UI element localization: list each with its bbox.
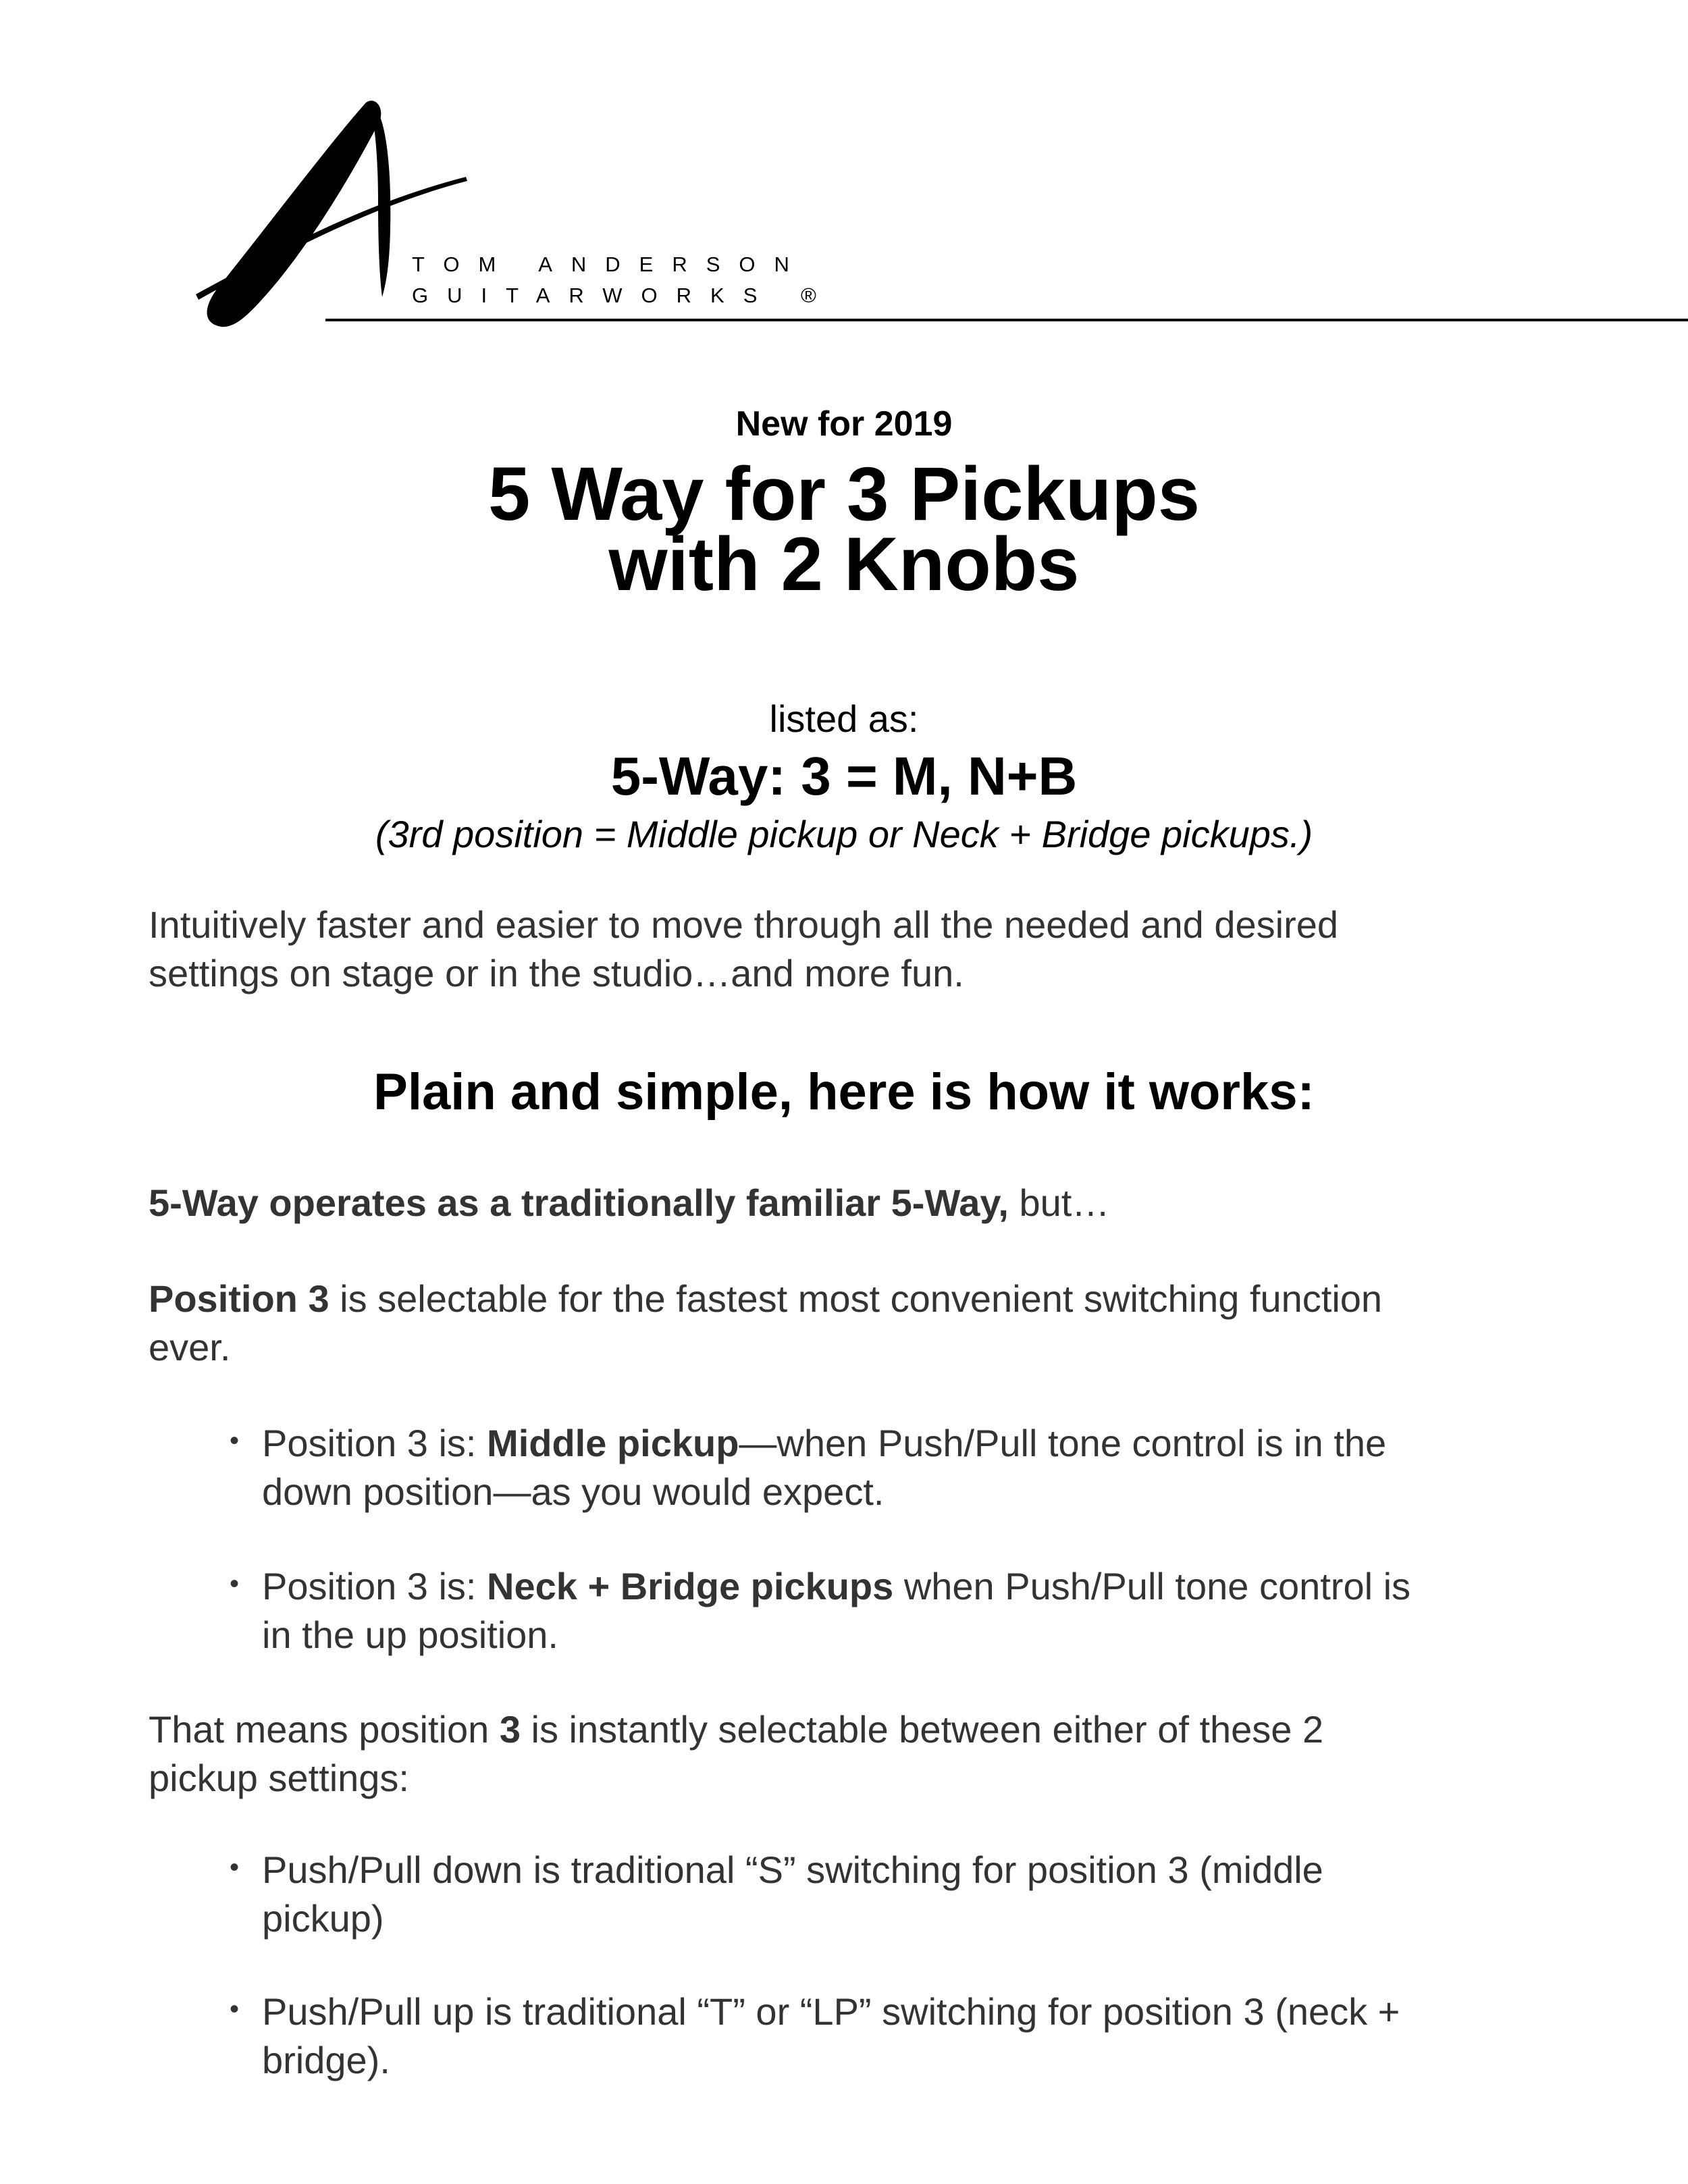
section-heading: Plain and simple, here is how it works: — [373, 1063, 1315, 1121]
position3-line2: ever. — [149, 1326, 231, 1368]
list-item-prefix: Position 3 is: — [262, 1422, 487, 1464]
switch-code: 5-Way: 3 = M, N+B — [610, 746, 1078, 806]
list-item-line1 — [262, 1419, 1580, 1468]
list-item-line1: Push/Pull up is traditional “T” or “LP” switching for position 3 (neck + — [262, 1990, 1400, 2033]
list-item-line2: in the up position. — [262, 1614, 558, 1656]
list-item — [230, 1846, 1580, 1943]
list-item-line1: Push/Pull down is traditional “S” switching for position 3 (middle — [262, 1848, 1323, 1891]
intro-line1: Intuitively faster and easier to move through all the needed and desired — [149, 903, 1339, 946]
list-item — [230, 1419, 1580, 1516]
list-item-prefix: Position 3 is: — [262, 1565, 487, 1607]
bullet-icon: • — [230, 1426, 240, 1456]
header-divider — [325, 319, 1688, 321]
position-note: (3rd position = Middle pickup or Neck + Bridge pickups.) — [375, 813, 1313, 855]
operates-paragraph — [149, 1179, 1580, 1227]
list-item-line2: bridge). — [262, 2039, 390, 2081]
position3-line1 — [149, 1275, 1580, 1323]
page-title-line2: with 2 Knobs — [608, 522, 1080, 606]
list-item-line1 — [262, 1562, 1580, 1611]
brand-name-line1: TOM ANDERSON — [412, 252, 808, 276]
list-item-line1-rest: —when Push/Pull tone control is in the — [739, 1422, 1387, 1464]
list-item-line2: pickup) — [262, 1897, 384, 1940]
bullet-icon: • — [230, 1853, 240, 1882]
position3-paragraph — [149, 1275, 1580, 1372]
page-title — [0, 452, 1688, 606]
bullet-icon: • — [230, 1569, 240, 1599]
page-title-line1: 5 Way for 3 Pickups — [488, 452, 1200, 536]
list-item-line2: down position—as you would expect. — [262, 1470, 885, 1513]
means-prefix: That means position — [149, 1708, 500, 1751]
intro-line2: settings on stage or in the studio…and more fun. — [149, 952, 964, 994]
list-item-line1-rest: when Push/Pull tone control is — [893, 1565, 1411, 1607]
list-item — [230, 1562, 1580, 1659]
means-line2: pickup settings: — [149, 1757, 409, 1799]
operates-rest: but… — [1008, 1181, 1110, 1224]
position3-line1-rest: is selectable for the fastest most convenient switching function — [329, 1277, 1383, 1320]
operates-bold: 5-Way operates as a traditionally familiar 5-Way, — [149, 1181, 1009, 1224]
means-line1 — [149, 1705, 1580, 1754]
position3-bold: Position 3 — [149, 1277, 329, 1320]
listed-as-label: listed as: — [769, 697, 919, 740]
bullet-icon: • — [230, 1994, 240, 2024]
list-item-bold: Neck + Bridge pickups — [487, 1565, 894, 1607]
means-paragraph — [149, 1705, 1580, 1803]
intro-paragraph — [149, 901, 1580, 998]
means-line1-rest: is instantly selectable between either of these 2 — [521, 1708, 1324, 1751]
list-item-bold: Middle pickup — [487, 1422, 739, 1464]
list-item — [230, 1988, 1580, 2085]
kicker-text: New for 2019 — [735, 404, 953, 444]
means-bold: 3 — [499, 1708, 521, 1751]
brand-name-line2: GUITARWORKS ® — [412, 284, 835, 307]
